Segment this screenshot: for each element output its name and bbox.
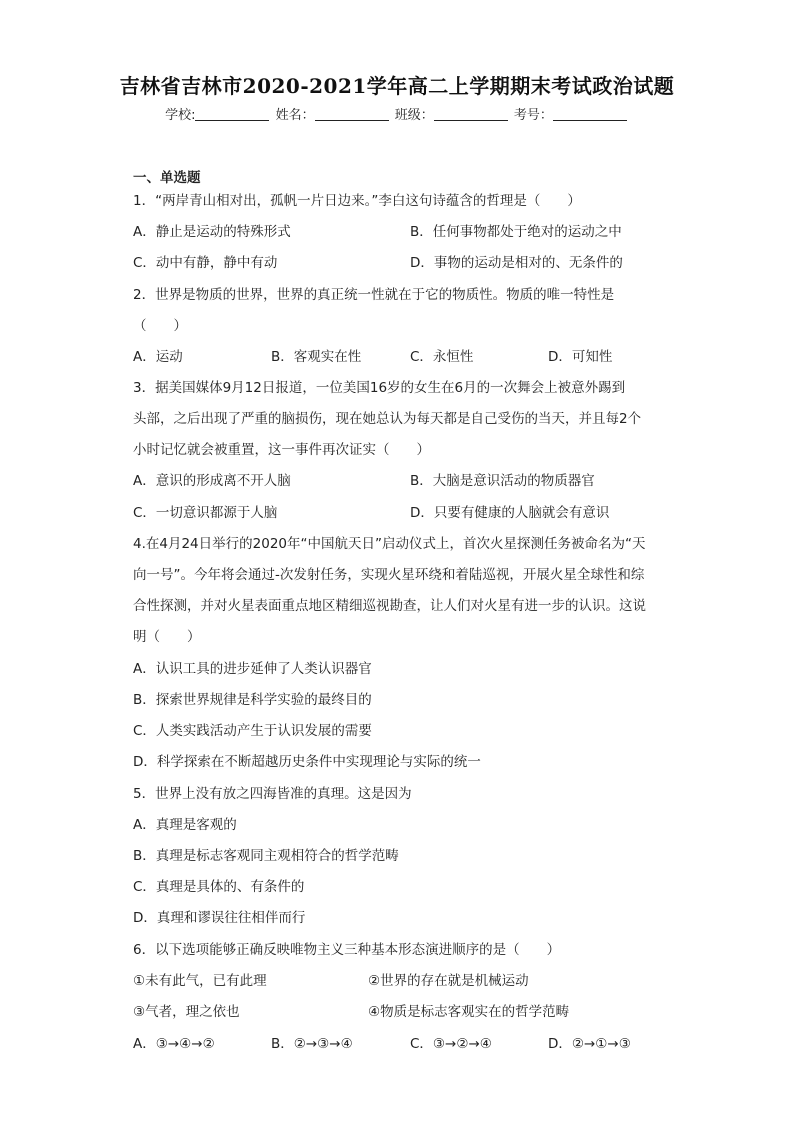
q3-stem-line1: 3．据美国媒体9月12日报道，一位美国16岁的女生在6月的一次舞会上被意外踢到 [133,380,626,396]
q4-stem-line1: 4.在4月24日举行的2020年“中国航天日”启动仪式上，首次火星探测任务被命名为“天 [133,536,646,552]
q6-statement-3: ③气者，理之依也 [133,1004,240,1020]
school-blank[interactable] [195,108,269,121]
q3-stem-line2: 头部，之后出现了严重的脑损伤，现在她总认为每天都是自己受伤的当天，并且每2个 [133,411,642,427]
section-heading: 一、单选题 [133,170,201,186]
q6-option-c[interactable]: C．③→②→④ [410,1036,492,1052]
q5-stem: 5．世界上没有放之四海皆准的真理。这是因为 [133,786,412,802]
q5-option-d[interactable]: D．真理和谬误往往相伴而行 [133,910,306,926]
number-blank[interactable] [553,108,627,121]
q2-option-a[interactable]: A．运动 [133,349,183,365]
q3-option-a[interactable]: A．意识的形成离不开人脑 [133,473,291,489]
q2-option-b[interactable]: B．客观实在性 [271,349,362,365]
q3-option-c[interactable]: C．一切意识都源于人脑 [133,505,278,521]
q4-stem-line4: 明（ ） [133,629,201,645]
q4-option-c[interactable]: C．人类实践活动产生于认识发展的需要 [133,723,372,739]
q6-stem: 6．以下选项能够正确反映唯物主义三种基本形态演进顺序的是（ ） [133,942,561,958]
q4-option-b[interactable]: B．探索世界规律是科学实验的最终目的 [133,692,372,708]
student-info-row [0,104,794,123]
class-label: 班级： [394,108,434,123]
q5-option-c[interactable]: C．真理是具体的、有条件的 [133,879,305,895]
q6-option-b[interactable]: B．②→③→④ [271,1036,353,1052]
q3-stem-line3: 小时记忆就会被重置，这一事件再次证实（ ） [133,442,430,458]
q1-option-c[interactable]: C．动中有静，静中有动 [133,255,278,271]
q6-statement-1: ①未有此气，已有此理 [133,973,267,989]
q6-option-a[interactable]: A．③→④→② [133,1036,215,1052]
page-title: 吉林省吉林市2020-2021学年高二上学期期末考试政治试题 [119,74,675,98]
school-label: 学校: [165,108,196,123]
number-label: 考号： [513,108,553,123]
q4-stem-line3: 合性探测，并对火星表面重点地区精细巡视勘查，让人们对火星有进一步的认识。这说 [133,598,646,614]
q1-option-a[interactable]: A．静止是运动的特殊形式 [133,224,291,240]
class-blank[interactable] [434,108,508,121]
q1-option-b[interactable]: B．任何事物都处于绝对的运动之中 [410,224,622,240]
q5-option-b[interactable]: B．真理是标志客观同主观相符合的哲学范畴 [133,848,399,864]
name-blank[interactable] [315,108,389,121]
q4-option-a[interactable]: A．认识工具的进步延伸了人类认识器官 [133,661,372,677]
q5-option-a[interactable]: A．真理是客观的 [133,817,237,833]
q2-stem-line2: （ ） [133,318,187,334]
q4-option-d[interactable]: D．科学探索在不断超越历史条件中实现理论与实际的统一 [133,754,481,770]
q3-option-d[interactable]: D．只要有健康的人脑就会有意识 [410,505,610,521]
name-label: 姓名： [275,108,315,123]
q2-option-c[interactable]: C．永恒性 [410,349,474,365]
q3-option-b[interactable]: B．大脑是意识活动的物质器官 [410,473,595,489]
q1-option-d[interactable]: D．事物的运动是相对的、无条件的 [410,255,623,271]
q6-option-d[interactable]: D．②→①→③ [548,1036,631,1052]
q2-option-d[interactable]: D．可知性 [548,349,613,365]
q6-statement-2: ②世界的存在就是机械运动 [368,973,529,989]
q4-stem-line2: 向一号”。今年将会通过-次发射任务，实现火星环绕和着陆巡视，开展火星全球性和综 [133,567,645,583]
q2-stem-line1: 2．世界是物质的世界，世界的真正统一性就在于它的物质性。物质的唯一特性是 [133,287,615,303]
q6-statement-4: ④物质是标志客观实在的哲学范畴 [368,1004,570,1020]
q1-stem: 1．“两岸青山相对出，孤帆一片日边来。”李白这句诗蕴含的哲理是（ ） [133,193,581,209]
